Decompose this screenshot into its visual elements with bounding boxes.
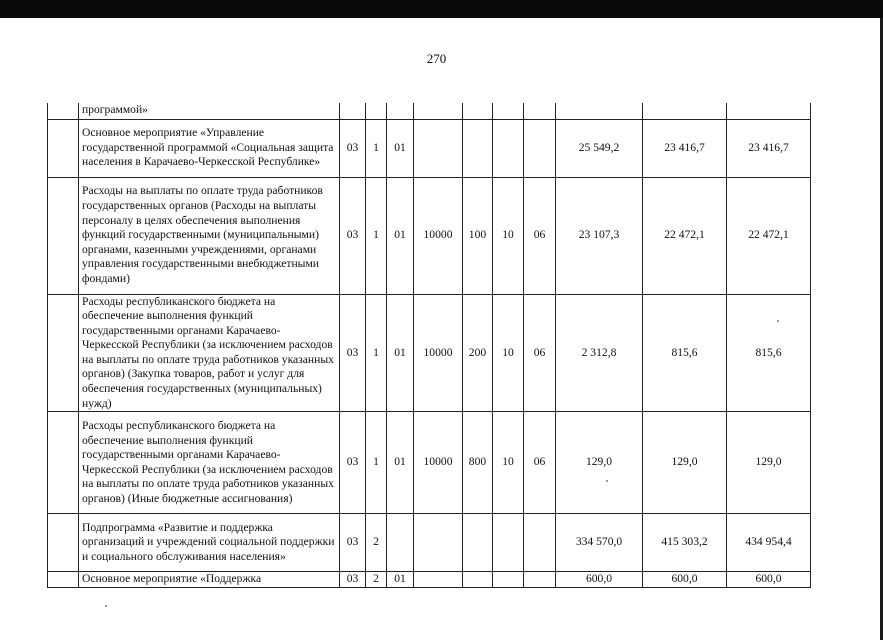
table-row <box>48 514 811 572</box>
cell-subsection: 06 <box>524 294 556 412</box>
row-name: Расходы на выплаты по оплате труда работников государственных органов (Расходы на выплаты персоналу в целях обеспечения выполнения функций государственными (муниципальными) органами, казенными учреждениями, органами управления государственными внебюджетными фондами) <box>79 177 340 294</box>
cell-subprogram <box>387 514 414 572</box>
cell-section: 10 <box>493 412 524 514</box>
cell-direction: 10000 <box>414 177 463 294</box>
cell-subprogram: 01 <box>387 572 414 588</box>
cell-direction: 10000 <box>414 412 463 514</box>
cell-expense-type: 800 <box>463 412 493 514</box>
row-margin-cell <box>48 119 79 177</box>
cell-program: 2 <box>366 514 387 572</box>
row-margin-cell <box>48 572 79 588</box>
row-name: Основное мероприятие «Поддержка <box>79 572 340 588</box>
row-margin-cell <box>48 177 79 294</box>
table-row <box>48 572 811 588</box>
cell-ministry: 03 <box>340 177 366 294</box>
row-name: Расходы республиканского бюджета на обеспечение выполнения функций государственными органами Карачаево-Черкесской Республики (за исключением расходов на выплаты по оплате труда работников указанных органов) (Иные бюджетные ассигнования) <box>79 412 340 514</box>
cell-subsection: 06 <box>524 177 556 294</box>
cell-subsection <box>524 572 556 588</box>
cell-expense-type: 100 <box>463 177 493 294</box>
cell-expense-type: 200 <box>463 294 493 412</box>
row-margin-cell <box>48 412 79 514</box>
cell-program: 1 <box>366 294 387 412</box>
cell-program: 1 <box>366 412 387 514</box>
table-row <box>48 103 811 119</box>
scan-speck <box>777 320 779 322</box>
cell-amount-3: 815,6 <box>727 294 811 412</box>
cell-amount-1: 25 549,2 <box>556 119 643 177</box>
table-row <box>48 294 811 412</box>
cell-direction <box>414 119 463 177</box>
cell-expense-type <box>463 119 493 177</box>
cell-program: 1 <box>366 119 387 177</box>
cell-amount-2: 23 416,7 <box>643 119 727 177</box>
budget-table <box>47 103 811 588</box>
row-name: программой» <box>79 103 340 119</box>
cell-amount-3 <box>727 103 811 119</box>
row-name: Подпрограмма «Развитие и поддержка организаций и учреждений социальной поддержки и социального обслуживания населения» <box>79 514 340 572</box>
cell-direction <box>414 514 463 572</box>
cell-subprogram: 01 <box>387 177 414 294</box>
row-name: Расходы республиканского бюджета на обеспечение выполнения функций государственными органами Карачаево-Черкесской Республики (за исключением расходов на выплаты по оплате труда работников указанных органов) (Закупка товаров, работ и услуг для обеспечения государственных (муниципальных) нужд) <box>79 294 340 412</box>
cell-amount-2: 815,6 <box>643 294 727 412</box>
cell-amount-1: 129,0 <box>556 412 643 514</box>
cell-subprogram: 01 <box>387 119 414 177</box>
cell-amount-2: 600,0 <box>643 572 727 588</box>
cell-section: 10 <box>493 294 524 412</box>
cell-subprogram: 01 <box>387 412 414 514</box>
cell-section <box>493 103 524 119</box>
table-row <box>48 412 811 514</box>
cell-ministry: 03 <box>340 412 366 514</box>
cell-ministry: 03 <box>340 119 366 177</box>
cell-section <box>493 119 524 177</box>
cell-subsection <box>524 514 556 572</box>
cell-subprogram: 01 <box>387 294 414 412</box>
scan-speck <box>606 480 608 482</box>
cell-amount-2 <box>643 103 727 119</box>
cell-section <box>493 572 524 588</box>
cell-ministry: 03 <box>340 294 366 412</box>
cell-amount-3: 600,0 <box>727 572 811 588</box>
page-number: 270 <box>426 51 447 66</box>
cell-amount-2: 415 303,2 <box>643 514 727 572</box>
table-row <box>48 119 811 177</box>
cell-ministry: 03 <box>340 514 366 572</box>
table-row <box>48 177 811 294</box>
cell-amount-3: 434 954,4 <box>727 514 811 572</box>
cell-amount-3: 129,0 <box>727 412 811 514</box>
cell-subprogram <box>387 103 414 119</box>
cell-program: 2 <box>366 572 387 588</box>
cell-program: 1 <box>366 177 387 294</box>
scan-top-border <box>0 0 883 18</box>
cell-ministry: 03 <box>340 572 366 588</box>
cell-direction <box>414 103 463 119</box>
cell-program <box>366 103 387 119</box>
row-margin-cell <box>48 103 79 119</box>
row-margin-cell <box>48 294 79 412</box>
cell-expense-type <box>463 572 493 588</box>
cell-subsection: 06 <box>524 412 556 514</box>
cell-subsection <box>524 119 556 177</box>
cell-amount-1: 23 107,3 <box>556 177 643 294</box>
cell-amount-1: 334 570,0 <box>556 514 643 572</box>
row-name: Основное мероприятие «Управление государственной программой «Социальная защита населения в Карачаево-Черкесской Республике» <box>79 119 340 177</box>
cell-ministry <box>340 103 366 119</box>
cell-amount-2: 22 472,1 <box>643 177 727 294</box>
scan-speck <box>105 605 107 607</box>
cell-section <box>493 514 524 572</box>
cell-expense-type <box>463 103 493 119</box>
cell-amount-2: 129,0 <box>643 412 727 514</box>
cell-amount-1: 600,0 <box>556 572 643 588</box>
cell-amount-3: 22 472,1 <box>727 177 811 294</box>
cell-expense-type <box>463 514 493 572</box>
cell-subsection <box>524 103 556 119</box>
cell-amount-1: 2 312,8 <box>556 294 643 412</box>
cell-amount-1 <box>556 103 643 119</box>
cell-direction <box>414 572 463 588</box>
row-margin-cell <box>48 514 79 572</box>
cell-amount-3: 23 416,7 <box>727 119 811 177</box>
cell-direction: 10000 <box>414 294 463 412</box>
cell-section: 10 <box>493 177 524 294</box>
